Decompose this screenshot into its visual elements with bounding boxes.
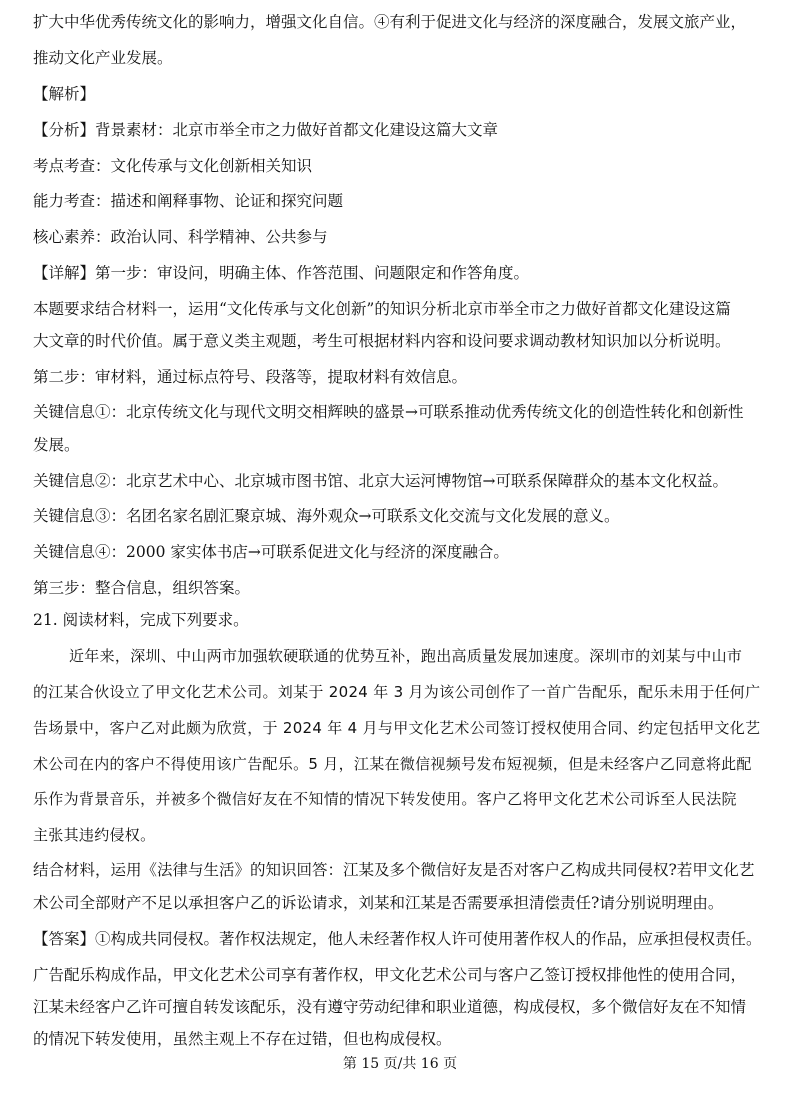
- answer-line-3: 江某未经客户乙许可擅自转发该配乐，没有遵守劳动纪律和职业道德，构成侵权，多个微信好友在不知情: [33, 998, 747, 1016]
- page-footer: 第 15 页/共 16 页: [342, 1056, 458, 1072]
- detail-requirement-line-1: 本题要求结合材料一，运用“文化传承与文化创新”的知识分析北京市举全市之力做好首都文化建设这篇: [33, 300, 731, 318]
- detail-requirement-line-2: 大文章的时代价值。属于意义类主观题，考生可根据材料内容和设问要求调动教材知识加以分析说明。: [33, 332, 731, 350]
- material-passage-line-3: 告场景中，客户乙对此颇为欣赏，于 2024 年 4 月与甲文化艺术公司签订授权使用合同、约定包括甲文化艺: [33, 719, 761, 737]
- answer-continuation-line-1: 扩大中华优秀传统文化的影响力，增强文化自信。④有利于促进文化与经济的深度融合，发展文旅产业，: [33, 13, 747, 31]
- detail-step-one: 【详解】第一步：审设问，明确主体、作答范围、问题限定和作答角度。: [33, 264, 530, 282]
- key-info-1-line-2: 发展。: [33, 436, 80, 454]
- analysis-literacy: 核心素养：政治认同、科学精神、公共参与: [33, 228, 328, 246]
- key-info-1-line-1: 关键信息①：北京传统文化与现代文明交相辉映的盛景→可联系推动优秀传统文化的创造性转化和创新性: [33, 403, 744, 421]
- material-passage-line-2: 的江某合伙设立了甲文化艺术公司。刘某于 2024 年 3 月为该公司创作了一首广告配乐，配乐未用于任何广: [33, 683, 761, 701]
- answer-line-2: 广告配乐构成作品，甲文化艺术公司享有著作权，甲文化艺术公司与客户乙签订授权排他性的使用合同，: [33, 966, 747, 984]
- question-prompt-line-2: 术公司全部财产不足以承担客户乙的诉讼请求，刘某和江某是否需要承担清偿责任?请分别说明理由。: [33, 894, 724, 912]
- question-prompt-line-1: 结合材料，运用《法律与生活》的知识回答：江某及多个微信好友是否对客户乙构成共同侵权?若甲文化艺: [33, 861, 755, 879]
- answer-line-1: 【答案】①构成共同侵权。著作权法规定，他人未经著作权人许可使用著作权人的作品，应承担侵权责任。: [33, 930, 762, 948]
- key-info-3: 关键信息③：名团名家名剧汇聚京城、海外观众→可联系文化交流与文化发展的意义。: [33, 507, 620, 525]
- key-info-2: 关键信息②：北京艺术中心、北京城市图书馆、北京大运河博物馆→可联系保障群众的基本文化权益。: [33, 472, 728, 490]
- key-info-4: 关键信息④：2000 家实体书店→可联系促进文化与经济的深度融合。: [33, 543, 509, 561]
- material-passage-line-4: 术公司在内的客户不得使用该广告配乐。5 月，江某在微信视频号发布短视频，但是未经客户乙同意将此配: [33, 755, 752, 773]
- material-passage-line-6: 主张其违约侵权。: [33, 826, 156, 844]
- material-passage-line-1: 近年来，深圳、中山两市加强软硬联通的优势互补，跑出高质量发展加速度。深圳市的刘某与中山市: [69, 647, 743, 665]
- answer-line-4: 的情况下转发使用，虽然主观上不存在过错，但也构成侵权。: [33, 1030, 452, 1048]
- detail-step-two: 第二步：审材料，通过标点符号、段落等，提取材料有效信息。: [33, 368, 468, 386]
- material-passage-line-5: 乐作为背景音乐，并被多个微信好友在不知情的情况下转发使用。客户乙将甲文化艺术公司诉至人民法院: [33, 790, 737, 808]
- answer-continuation-line-2: 推动文化产业发展。: [33, 49, 173, 67]
- analysis-ability: 能力考查：描述和阐释事物、论证和探究问题: [33, 192, 344, 210]
- analysis-background: 【分析】背景素材：北京市举全市之力做好首都文化建设这篇大文章: [33, 121, 499, 139]
- question-21-title: 21. 阅读材料，完成下列要求。: [33, 611, 249, 629]
- analysis-heading: 【解析】: [33, 85, 96, 103]
- detail-step-three: 第三步：整合信息，组织答案。: [33, 579, 251, 597]
- analysis-topic: 考点考查：文化传承与文化创新相关知识: [33, 157, 313, 175]
